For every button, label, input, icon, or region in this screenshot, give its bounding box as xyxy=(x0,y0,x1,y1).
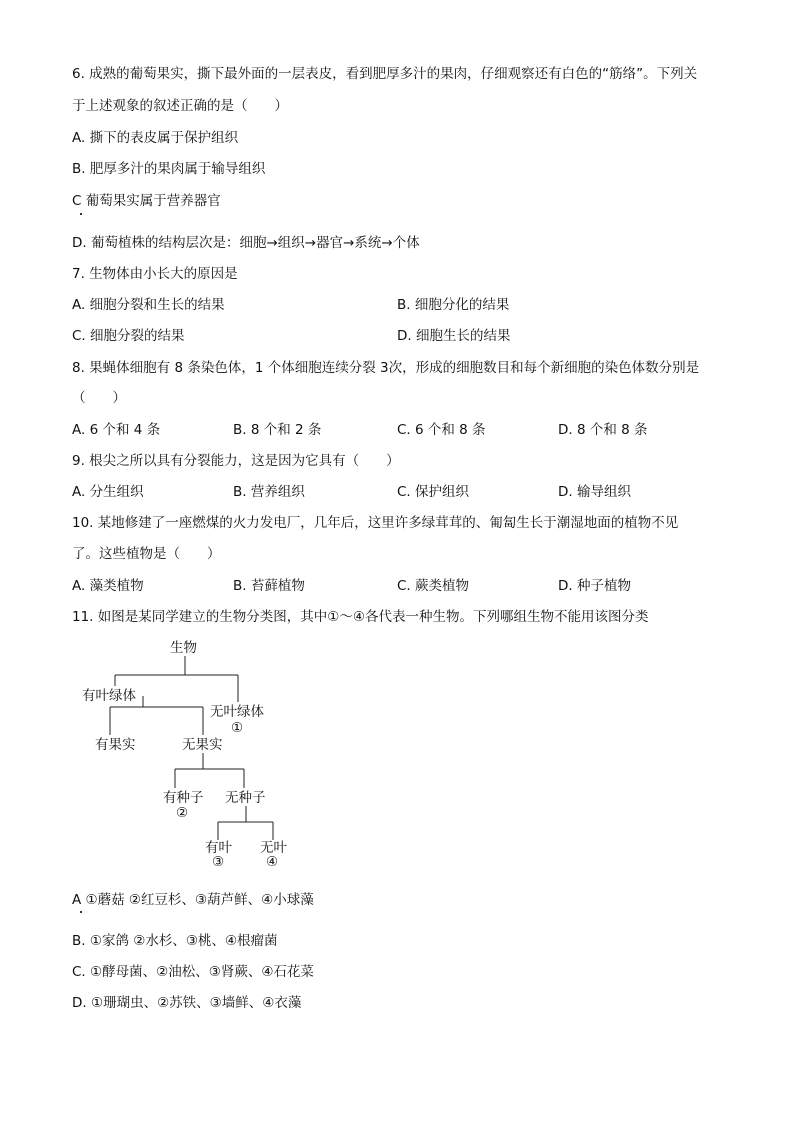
q8-option-c: C. 6 个和 8 条 xyxy=(397,422,486,438)
q9-stem: 9. 根尖之所以具有分裂能力，这是因为它具有（ ） xyxy=(72,453,400,469)
marker-4: ④ xyxy=(266,854,279,870)
q8-stem-line-2: （ ） xyxy=(72,390,126,406)
q7-option-d: D. 细胞生长的结果 xyxy=(397,328,511,344)
q10-stem-line-1: 10. 某地修建了一座燃煤的火力发电厂，几年后，这里许多绿茸茸的、匍匐生长于潮湿地面的植物不见 xyxy=(72,515,679,531)
q8-stem-line-1: 8. 果蝇体细胞有 8 条染色体，1 个体细胞连续分裂 3次，形成的细胞数目和每个新细胞的染色体数分别是 xyxy=(72,360,700,376)
q7-option-b: B. 细胞分化的结果 xyxy=(397,297,510,313)
node-has-chlorophyll: 有叶绿体 xyxy=(82,688,136,704)
q10-option-a: A. 藻类植物 xyxy=(72,578,144,594)
q7-option-a: A. 细胞分裂和生长的结果 xyxy=(72,297,225,313)
marker-1: ① xyxy=(231,720,244,736)
node-has-seed: 有种子 xyxy=(163,790,204,806)
q10-option-d: D. 种子植物 xyxy=(558,578,631,594)
q6-stem-line-1: 6. 成熟的葡萄果实，撕下最外面的一层表皮，看到肥厚多汁的果肉，仔细观察还有白色的“筋络”。下列关 xyxy=(72,66,698,82)
q10-stem-line-2: 了。这些植物是（ ） xyxy=(72,546,221,562)
q8-option-a: A. 6 个和 4 条 xyxy=(72,422,161,438)
marker-3: ③ xyxy=(212,854,225,870)
q9-option-d: D. 输导组织 xyxy=(558,484,631,500)
q9-option-c: C. 保护组织 xyxy=(397,484,470,500)
q6-option-d: D. 葡萄植株的结构层次是：细胞→组织→器官→系统→个体 xyxy=(72,235,420,251)
q9-option-a: A. 分生组织 xyxy=(72,484,144,500)
q8-option-b: B. 8 个和 2 条 xyxy=(233,422,322,438)
node-organism: 生物 xyxy=(170,640,197,656)
q10-option-c: C. 蕨类植物 xyxy=(397,578,470,594)
q7-option-c: C. 细胞分裂的结果 xyxy=(72,328,185,344)
q6-option-a: A. 撕下的表皮属于保护组织 xyxy=(72,130,239,146)
q11-stem: 11. 如图是某同学建立的生物分类图，其中①～④各代表一种生物。下列哪组生物不能用该图分类 xyxy=(72,609,649,625)
q6-stem-line-2: 于上述观象的叙述正确的是（ ） xyxy=(72,98,288,114)
q9-option-b: B. 营养组织 xyxy=(233,484,305,500)
stray-dot xyxy=(80,911,82,913)
node-no-fruit: 无果实 xyxy=(182,737,223,753)
stray-dot xyxy=(80,213,82,215)
q11-option-d: D. ①珊瑚虫、②苏铁、③墙鲜、④衣藻 xyxy=(72,995,302,1011)
classification-tree-diagram xyxy=(60,630,320,870)
node-no-chlorophyll: 无叶绿体 xyxy=(210,704,264,720)
q11-option-b: B. ①家鸽 ②水杉、③桃、④根瘤菌 xyxy=(72,933,278,949)
q7-stem: 7. 生物体由小长大的原因是 xyxy=(72,266,238,282)
q8-option-d: D. 8 个和 8 条 xyxy=(558,422,648,438)
node-no-seed: 无种子 xyxy=(225,790,266,806)
node-has-fruit: 有果实 xyxy=(95,737,136,753)
node-no-leaf: 无叶 xyxy=(260,840,287,856)
marker-2: ② xyxy=(176,805,189,821)
q11-option-a: A ①蘑菇 ②红豆杉、③葫芦鲜、④小球藻 xyxy=(72,892,314,908)
q6-option-b: B. 肥厚多汁的果肉属于输导组织 xyxy=(72,161,266,177)
q10-option-b: B. 苔藓植物 xyxy=(233,578,305,594)
node-has-leaf: 有叶 xyxy=(205,840,232,856)
q11-option-c: C. ①酵母菌、②油松、③肾蕨、④石花菜 xyxy=(72,964,314,980)
q6-option-c: C 葡萄果实属于营养器官 xyxy=(72,193,221,209)
